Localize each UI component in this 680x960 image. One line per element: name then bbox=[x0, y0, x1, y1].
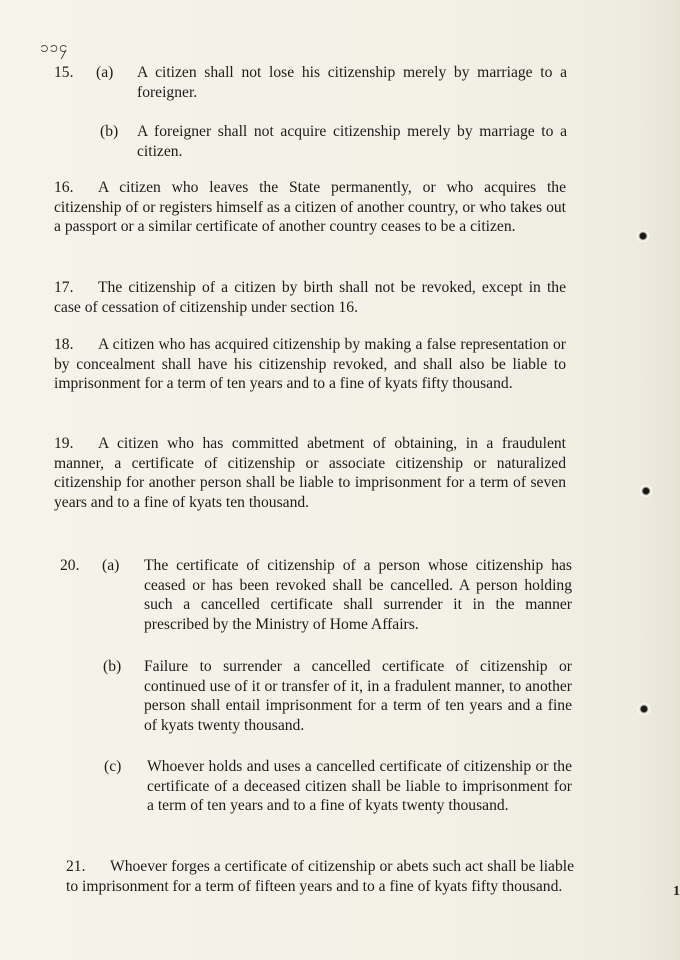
section-20b-label: (b) bbox=[103, 658, 122, 675]
section-20b-text: Failure to surrender a cancelled certificate of citizenship or continued use of it or transfer of it, in a fradulent manner, to another person shall entail imprisonment for a term of ten years and a fine of kyats twenty thousand. bbox=[144, 658, 572, 734]
section-17-text: The citizenship of a citizen by birth shall not be revoked, except in the case of cessation of citizenship under section 16. bbox=[54, 279, 566, 316]
section-21 bbox=[66, 857, 574, 896]
section-20-number: 20. bbox=[60, 557, 80, 574]
section-18-number: 18. bbox=[54, 336, 74, 353]
section-16 bbox=[54, 178, 566, 237]
section-18-text: A citizen who has acquired citizenship by making a false representation or by concealment shall have his citizenship revoked, and shall also be liable to imprisonment for a term of ten years and to a fine of kyats fifty thousand. bbox=[54, 336, 566, 393]
section-20a-label: (a) bbox=[102, 557, 120, 574]
section-15b-text: A foreigner shall not acquire citizenship merely by marriage to a citizen. bbox=[137, 123, 567, 160]
section-15a-text: A citizen shall not lose his citizenship merely by marriage to a foreigner. bbox=[137, 64, 567, 101]
section-15-number: 15. bbox=[54, 64, 74, 81]
section-19 bbox=[54, 434, 566, 512]
section-19-text: A citizen who has committed abetment of obtaining, in a fraudulent manner, a certificate of citizenship or associate citizenship or naturalized citizenship for another person shall be liable to imprisonment for a term of seven years and to a fine of kyats ten thousand. bbox=[54, 435, 566, 511]
section-18 bbox=[54, 335, 566, 394]
section-15b-label: (b) bbox=[100, 123, 119, 140]
section-21-text: Whoever forges a certificate of citizenship or abets such act shall be liable to imprisonment for a term of fifteen years and to a fine of kyats fifty thousand. bbox=[66, 858, 574, 895]
section-20c-label: (c) bbox=[104, 758, 122, 775]
section-20a-text: The certificate of citizenship of a person whose citizenship has ceased or has been revoked shall be cancelled. A person holding such a cancelled certificate shall surrender it in the manner prescribed by the Ministry of Home Affairs. bbox=[144, 557, 572, 633]
punch-hole bbox=[639, 485, 653, 497]
section-16-text: A citizen who leaves the State permanently, or who acquires the citizenship of or registers himself as a citizen of another country, or who takes out a passport or a similar certificate of another country ceases to be a citizen. bbox=[54, 179, 566, 236]
page-number: ၁၁၄ bbox=[40, 40, 69, 56]
punch-hole bbox=[636, 230, 650, 242]
section-17 bbox=[54, 278, 566, 317]
section-16-number: 16. bbox=[54, 179, 74, 196]
section-21-number: 21. bbox=[66, 858, 86, 875]
next-page-edge-fragment: 1 bbox=[673, 884, 680, 899]
section-20c-text: Whoever holds and uses a cancelled certificate of citizenship or the certificate of a deceased citizen shall be liable to imprisonment for a term of ten years and to a fine of kyats twenty thousand. bbox=[147, 758, 572, 815]
section-17-number: 17. bbox=[54, 279, 74, 296]
section-15a-label: (a) bbox=[96, 64, 114, 81]
punch-hole bbox=[637, 703, 651, 715]
section-19-number: 19. bbox=[54, 435, 74, 452]
